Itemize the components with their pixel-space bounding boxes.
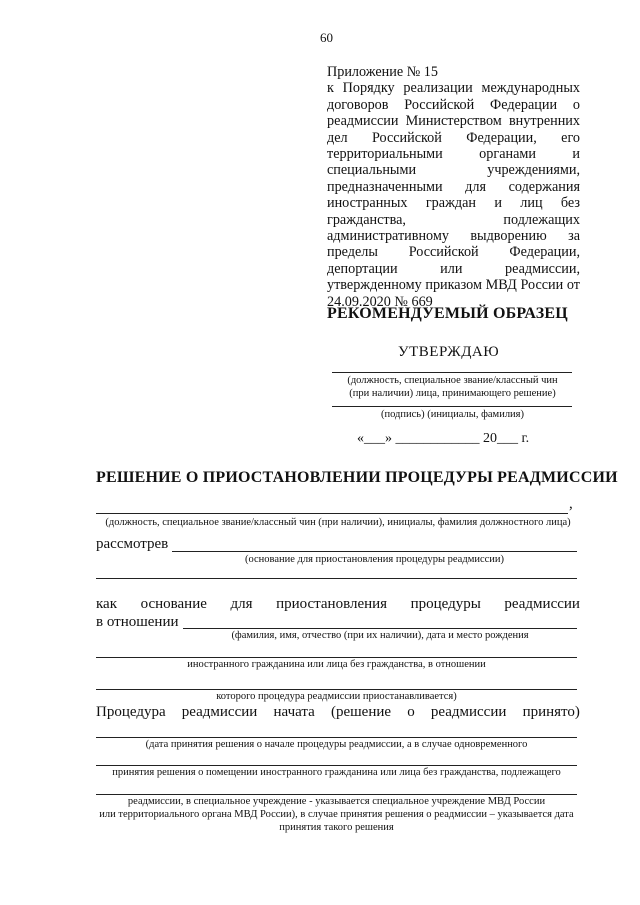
position-caption-2: (при наличии) лица, принимающего решение) [349,388,556,399]
word: начата [273,704,315,720]
word: принято) [522,704,580,720]
date-line-3 [96,794,577,795]
official-line [96,513,568,514]
word: (решение [330,704,392,720]
date-line-2 [96,765,577,766]
basis-line [172,551,577,552]
appendix-title: Приложение № 15 [327,64,438,80]
date-caption-5: принятия такого решения [279,822,394,833]
official-comma: , [569,496,573,512]
word: реадмиссии [181,704,258,720]
position-line [332,372,572,373]
word: реадмиссии [504,596,580,612]
approval-date: «___» ____________ 20___ г. [357,431,530,446]
person-line [183,628,577,629]
word: процедуры [410,596,481,612]
word: основание [140,596,207,612]
sample-heading: РЕКОМЕНДУЕМЫЙ ОБРАЗЕЦ [327,305,568,322]
regarding-label: в отношении [96,614,179,630]
date-line-1 [96,737,577,738]
word: для [230,596,253,612]
considered-label: рассмотрев [96,536,169,552]
approve-title: УТВЕРЖДАЮ [398,344,500,360]
person-line-2 [96,657,577,658]
appendix-block [327,64,580,310]
person-caption-1: (фамилия, имя, отчество (при их наличии), дата и место рождения [231,630,529,641]
page-number: 60 [320,30,333,45]
as-basis-row [96,596,580,613]
decision-title: РЕШЕНИЕ О ПРИОСТАНОВЛЕНИИ ПРОЦЕДУРЫ РЕАДМИССИИ [96,469,618,486]
position-caption-1: (должность, специальное звание/классный чин [347,375,558,386]
date-caption-2: принятия решения о помещении иностранного гражданина или лица без гражданства, подлежащего [112,767,561,778]
procedure-row [96,704,580,721]
word: Процедура [96,704,166,720]
date-caption-3: реадмиссии, в специальное учреждение - указывается специальное учреждение МВД России [127,796,546,807]
date-caption-4: или территориального органа МВД России), в случае принятия решения о реадмиссии – указывается дата [99,809,574,820]
person-line-3 [96,689,577,690]
word: как [96,596,118,612]
basis-line-2 [96,578,577,579]
word: о [407,704,415,720]
word: реадмиссии [430,704,507,720]
person-caption-2: иностранного гражданина или лица без гражданства, в отношении [187,659,486,670]
basis-caption: (основание для приостановления процедуры реадмиссии) [244,554,505,565]
word: приостановления [276,596,388,612]
appendix-body: к Порядку реализации международных договоров Российской Федерации о реадмиссии Министерством внутренних дел Российской Федерации, его территориальными органами и специальными учреждениями, предназначенными для содержания иностранных граждан и лиц без гражданства, подлежащих административному выдворению за пределы Российской Федерации, депортации или реадмиссии, утвержденному приказом МВД России от 24.09.2020 № 669 [327,80,580,310]
signature-caption: (подпись) (инициалы, фамилия) [380,409,525,420]
official-caption: (должность, специальное звание/классный чин (при наличии), инициалы, фамилия должностного лица) [105,517,571,528]
person-caption-3: которого процедура реадмиссии приостанавливается) [216,691,457,702]
date-caption-1: (дата принятия решения о начале процедуры реадмиссии, а в случае одновременного [145,739,528,750]
signature-line [332,406,572,407]
